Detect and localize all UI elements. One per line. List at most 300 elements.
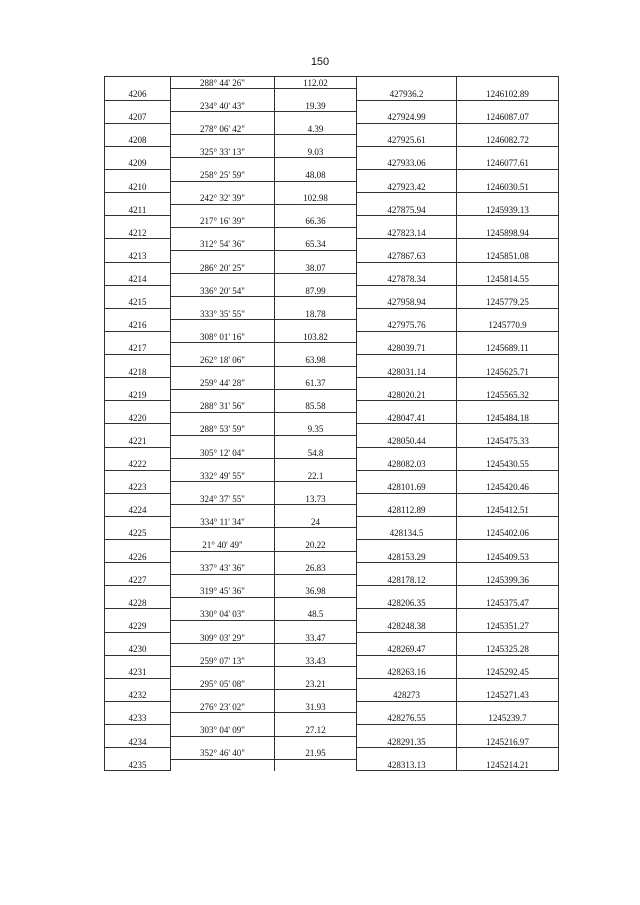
distance-cell	[275, 112, 357, 124]
northing-cell: 1245814.55	[457, 274, 559, 286]
bearing-cell	[171, 89, 275, 101]
distance-cell: 87.99	[275, 285, 357, 297]
distance-cell	[275, 389, 357, 401]
bearing-cell	[171, 135, 275, 147]
point-cell: 4233	[105, 713, 171, 725]
easting-cell	[357, 285, 457, 297]
table-row	[105, 505, 559, 517]
northing-cell: 1245292.45	[457, 667, 559, 679]
easting-cell	[357, 586, 457, 598]
northing-cell: 1245409.53	[457, 551, 559, 563]
distance-cell: 33.43	[275, 655, 357, 667]
distance-cell	[275, 158, 357, 170]
distance-cell: 24	[275, 516, 357, 528]
point-cell	[105, 308, 171, 320]
easting-cell: 428273	[357, 690, 457, 702]
distance-cell: 33.47	[275, 632, 357, 644]
northing-cell	[457, 146, 559, 158]
bearing-cell: 336° 20' 54"	[171, 285, 275, 297]
easting-cell: 428206.35	[357, 597, 457, 609]
point-cell: 4220	[105, 412, 171, 424]
point-cell	[105, 586, 171, 598]
table-row	[105, 401, 559, 413]
northing-cell	[457, 401, 559, 413]
point-cell	[105, 285, 171, 297]
point-cell	[105, 563, 171, 575]
point-cell	[105, 655, 171, 667]
bearing-cell	[171, 320, 275, 332]
easting-cell: 428050.44	[357, 435, 457, 447]
point-cell	[105, 401, 171, 413]
bearing-cell: 288° 53' 59"	[171, 424, 275, 436]
easting-cell	[357, 632, 457, 644]
bearing-cell: 352° 46' 40"	[171, 748, 275, 760]
bearing-cell: 305° 12' 04"	[171, 447, 275, 459]
table-row	[105, 216, 559, 228]
northing-cell	[457, 355, 559, 367]
table-row	[105, 632, 559, 644]
point-cell	[105, 146, 171, 158]
easting-cell: 427923.42	[357, 181, 457, 193]
table-row	[105, 227, 559, 239]
point-cell: 4234	[105, 736, 171, 748]
easting-cell	[357, 516, 457, 528]
table-row	[105, 181, 559, 193]
northing-cell: 1246102.89	[457, 89, 559, 101]
point-cell: 4213	[105, 250, 171, 262]
northing-cell: 1245484.18	[457, 412, 559, 424]
distance-cell: 21.95	[275, 748, 357, 760]
distance-cell	[275, 597, 357, 609]
bearing-cell: 259° 07' 13"	[171, 655, 275, 667]
easting-cell: 427936.2	[357, 89, 457, 101]
point-cell: 4216	[105, 320, 171, 332]
table-row	[105, 435, 559, 447]
bearing-cell	[171, 274, 275, 286]
northing-cell	[457, 725, 559, 737]
distance-cell: 26.83	[275, 563, 357, 575]
easting-cell	[357, 470, 457, 482]
table-row	[105, 597, 559, 609]
northing-cell	[457, 170, 559, 182]
point-cell	[105, 331, 171, 343]
bearing-cell: 217° 16' 39"	[171, 216, 275, 228]
distance-cell	[275, 343, 357, 355]
point-cell	[105, 378, 171, 390]
distance-cell	[275, 181, 357, 193]
distance-cell	[275, 482, 357, 494]
easting-cell	[357, 239, 457, 251]
northing-cell	[457, 678, 559, 690]
table-row	[105, 135, 559, 147]
easting-cell: 427924.99	[357, 112, 457, 124]
distance-cell: 23.21	[275, 678, 357, 690]
point-cell: 4235	[105, 759, 171, 771]
bearing-cell	[171, 713, 275, 725]
table-row	[105, 274, 559, 286]
distance-cell	[275, 644, 357, 656]
table-row	[105, 528, 559, 540]
distance-cell: 65.34	[275, 239, 357, 251]
distance-cell: 112.02	[275, 77, 357, 89]
point-cell: 4223	[105, 482, 171, 494]
point-cell	[105, 748, 171, 760]
distance-cell	[275, 274, 357, 286]
bearing-cell: 242° 32' 39"	[171, 193, 275, 205]
point-cell	[105, 216, 171, 228]
bearing-cell	[171, 112, 275, 124]
northing-cell	[457, 378, 559, 390]
easting-cell: 427933.06	[357, 158, 457, 170]
table-row	[105, 725, 559, 737]
easting-cell: 428020.21	[357, 389, 457, 401]
point-cell	[105, 540, 171, 552]
distance-cell: 66.36	[275, 216, 357, 228]
easting-cell: 428178.12	[357, 574, 457, 586]
northing-cell: 1245475.33	[457, 435, 559, 447]
point-cell: 4221	[105, 435, 171, 447]
point-cell	[105, 77, 171, 89]
point-cell	[105, 678, 171, 690]
bearing-cell	[171, 297, 275, 309]
point-cell: 4229	[105, 620, 171, 632]
point-cell	[105, 355, 171, 367]
table-row	[105, 123, 559, 135]
bearing-cell: 278° 06' 42"	[171, 123, 275, 135]
table-row	[105, 112, 559, 124]
northing-cell: 1246087.07	[457, 112, 559, 124]
easting-cell	[357, 563, 457, 575]
distance-cell	[275, 320, 357, 332]
easting-cell	[357, 401, 457, 413]
bearing-cell	[171, 366, 275, 378]
northing-cell	[457, 77, 559, 89]
easting-cell: 427975.76	[357, 320, 457, 332]
easting-cell	[357, 447, 457, 459]
bearing-cell: 325° 33' 13"	[171, 146, 275, 158]
bearing-cell: 295° 05' 08"	[171, 678, 275, 690]
table-row	[105, 285, 559, 297]
bearing-cell: 303° 04' 09"	[171, 725, 275, 737]
northing-cell: 1245351.27	[457, 620, 559, 632]
table-row	[105, 563, 559, 575]
easting-cell: 428047.41	[357, 412, 457, 424]
table-row	[105, 701, 559, 713]
table-row	[105, 146, 559, 158]
northing-cell	[457, 609, 559, 621]
point-cell: 4224	[105, 505, 171, 517]
distance-cell	[275, 667, 357, 679]
distance-cell	[275, 713, 357, 725]
distance-cell	[275, 435, 357, 447]
point-cell: 4207	[105, 112, 171, 124]
easting-cell	[357, 701, 457, 713]
distance-cell: 19.39	[275, 100, 357, 112]
bearing-cell	[171, 759, 275, 771]
point-cell: 4206	[105, 89, 171, 101]
point-cell: 4211	[105, 204, 171, 216]
easting-cell	[357, 216, 457, 228]
northing-cell: 1245402.06	[457, 528, 559, 540]
bearing-cell: 234° 40' 43"	[171, 100, 275, 112]
northing-cell	[457, 540, 559, 552]
distance-cell	[275, 690, 357, 702]
distance-cell: 4.39	[275, 123, 357, 135]
table-row	[105, 170, 559, 182]
northing-cell	[457, 331, 559, 343]
easting-cell	[357, 725, 457, 737]
table-row	[105, 540, 559, 552]
easting-cell: 428248.38	[357, 620, 457, 632]
bearing-cell	[171, 505, 275, 517]
point-cell: 4214	[105, 274, 171, 286]
bearing-cell	[171, 620, 275, 632]
point-cell: 4231	[105, 667, 171, 679]
northing-cell: 1245770.9	[457, 320, 559, 332]
point-cell	[105, 632, 171, 644]
easting-cell: 427867.63	[357, 250, 457, 262]
table-row	[105, 644, 559, 656]
easting-cell	[357, 424, 457, 436]
northing-cell: 1245399.36	[457, 574, 559, 586]
table-row	[105, 459, 559, 471]
bearing-cell	[171, 343, 275, 355]
easting-cell	[357, 378, 457, 390]
distance-cell	[275, 505, 357, 517]
northing-cell	[457, 632, 559, 644]
easting-cell	[357, 355, 457, 367]
distance-cell: 48.08	[275, 170, 357, 182]
distance-cell: 61.37	[275, 378, 357, 390]
distance-cell: 63.98	[275, 355, 357, 367]
point-cell: 4222	[105, 459, 171, 471]
northing-cell: 1245939.13	[457, 204, 559, 216]
point-cell: 4210	[105, 181, 171, 193]
northing-cell	[457, 655, 559, 667]
bearing-cell: 262° 18' 06"	[171, 355, 275, 367]
easting-cell	[357, 262, 457, 274]
point-cell: 4227	[105, 574, 171, 586]
table-row	[105, 516, 559, 528]
bearing-cell: 259° 44' 28"	[171, 378, 275, 390]
northing-cell	[457, 586, 559, 598]
easting-cell	[357, 100, 457, 112]
northing-cell	[457, 193, 559, 205]
point-cell: 4218	[105, 366, 171, 378]
northing-cell: 1245430.55	[457, 459, 559, 471]
bearing-cell	[171, 574, 275, 586]
easting-cell	[357, 193, 457, 205]
northing-cell	[457, 262, 559, 274]
table-row	[105, 690, 559, 702]
easting-cell	[357, 540, 457, 552]
northing-cell	[457, 470, 559, 482]
point-cell	[105, 170, 171, 182]
bearing-cell: 337° 43' 36"	[171, 563, 275, 575]
easting-cell	[357, 170, 457, 182]
bearing-cell: 288° 44' 26"	[171, 77, 275, 89]
easting-cell: 428276.55	[357, 713, 457, 725]
northing-cell: 1245412.51	[457, 505, 559, 517]
northing-cell	[457, 701, 559, 713]
table-row	[105, 713, 559, 725]
easting-cell	[357, 748, 457, 760]
table-row	[105, 331, 559, 343]
easting-cell: 427925.61	[357, 135, 457, 147]
bearing-cell	[171, 644, 275, 656]
point-cell: 4212	[105, 227, 171, 239]
easting-cell	[357, 655, 457, 667]
table-row	[105, 355, 559, 367]
point-cell: 4225	[105, 528, 171, 540]
table-row	[105, 366, 559, 378]
table-row	[105, 736, 559, 748]
coordinate-table	[104, 76, 559, 771]
northing-cell: 1245325.28	[457, 644, 559, 656]
easting-cell	[357, 331, 457, 343]
easting-cell	[357, 77, 457, 89]
table-row	[105, 609, 559, 621]
bearing-cell	[171, 597, 275, 609]
table-row	[105, 204, 559, 216]
northing-cell: 1245851.08	[457, 250, 559, 262]
bearing-cell	[171, 227, 275, 239]
northing-cell: 1245271.43	[457, 690, 559, 702]
point-cell	[105, 493, 171, 505]
table-row	[105, 250, 559, 262]
easting-cell	[357, 609, 457, 621]
table-row	[105, 412, 559, 424]
easting-cell: 428134.5	[357, 528, 457, 540]
point-cell: 4208	[105, 135, 171, 147]
bearing-cell: 286° 20' 25"	[171, 262, 275, 274]
easting-cell: 428039.71	[357, 343, 457, 355]
distance-cell	[275, 204, 357, 216]
bearing-cell	[171, 412, 275, 424]
distance-cell: 13.73	[275, 493, 357, 505]
northing-cell	[457, 447, 559, 459]
bearing-cell	[171, 667, 275, 679]
table-row	[105, 620, 559, 632]
distance-cell: 27.12	[275, 725, 357, 737]
distance-cell: 31.93	[275, 701, 357, 713]
distance-cell: 54.8	[275, 447, 357, 459]
distance-cell: 38.07	[275, 262, 357, 274]
point-cell: 4215	[105, 297, 171, 309]
point-cell	[105, 516, 171, 528]
distance-cell	[275, 250, 357, 262]
bearing-cell: 308° 01' 16"	[171, 331, 275, 343]
easting-cell	[357, 493, 457, 505]
northing-cell	[457, 563, 559, 575]
distance-cell	[275, 736, 357, 748]
bearing-cell	[171, 551, 275, 563]
table-row	[105, 343, 559, 355]
easting-cell: 427875.94	[357, 204, 457, 216]
northing-cell: 1245779.25	[457, 297, 559, 309]
point-cell	[105, 193, 171, 205]
northing-cell: 1246077.61	[457, 158, 559, 170]
table-row	[105, 493, 559, 505]
distance-cell: 22.1	[275, 470, 357, 482]
bearing-cell: 324° 37' 55"	[171, 493, 275, 505]
table-row	[105, 89, 559, 101]
easting-cell: 428082.03	[357, 459, 457, 471]
northing-cell	[457, 100, 559, 112]
table-row	[105, 77, 559, 89]
point-cell: 4209	[105, 158, 171, 170]
table-row	[105, 447, 559, 459]
table-row	[105, 748, 559, 760]
distance-cell	[275, 135, 357, 147]
northing-cell	[457, 239, 559, 251]
easting-cell: 428313.13	[357, 759, 457, 771]
northing-cell: 1245420.46	[457, 482, 559, 494]
point-cell	[105, 725, 171, 737]
bearing-cell	[171, 435, 275, 447]
northing-cell	[457, 516, 559, 528]
bearing-cell: 319° 45' 36"	[171, 586, 275, 598]
table-row	[105, 424, 559, 436]
point-cell	[105, 123, 171, 135]
easting-cell: 428269.47	[357, 644, 457, 656]
point-cell	[105, 424, 171, 436]
easting-cell: 427878.34	[357, 274, 457, 286]
easting-cell: 427823.14	[357, 227, 457, 239]
easting-cell	[357, 146, 457, 158]
point-cell: 4217	[105, 343, 171, 355]
distance-cell: 20.22	[275, 540, 357, 552]
point-cell: 4226	[105, 551, 171, 563]
northing-cell: 1245689.11	[457, 343, 559, 355]
table-row	[105, 100, 559, 112]
northing-cell: 1245565.32	[457, 389, 559, 401]
bearing-cell	[171, 181, 275, 193]
point-cell: 4230	[105, 644, 171, 656]
northing-cell: 1245375.47	[457, 597, 559, 609]
distance-cell: 9.03	[275, 146, 357, 158]
table-row	[105, 667, 559, 679]
table-row	[105, 297, 559, 309]
distance-cell: 103.82	[275, 331, 357, 343]
distance-cell	[275, 528, 357, 540]
table-row	[105, 678, 559, 690]
bearing-cell: 309° 03' 29"	[171, 632, 275, 644]
northing-cell	[457, 748, 559, 760]
northing-cell	[457, 493, 559, 505]
northing-cell: 1245216.97	[457, 736, 559, 748]
table-row	[105, 308, 559, 320]
easting-cell	[357, 678, 457, 690]
table-row	[105, 482, 559, 494]
distance-cell	[275, 620, 357, 632]
easting-cell: 428112.89	[357, 505, 457, 517]
point-cell	[105, 262, 171, 274]
distance-cell: 36.98	[275, 586, 357, 598]
table-row	[105, 378, 559, 390]
table-row	[105, 193, 559, 205]
distance-cell	[275, 551, 357, 563]
distance-cell	[275, 412, 357, 424]
northing-cell: 1246082.72	[457, 135, 559, 147]
page-number: 150	[310, 56, 330, 68]
distance-cell	[275, 459, 357, 471]
bearing-cell: 258° 25' 59"	[171, 170, 275, 182]
table-row	[105, 239, 559, 251]
distance-cell	[275, 89, 357, 101]
bearing-cell: 276° 23' 02"	[171, 701, 275, 713]
table-row	[105, 586, 559, 598]
